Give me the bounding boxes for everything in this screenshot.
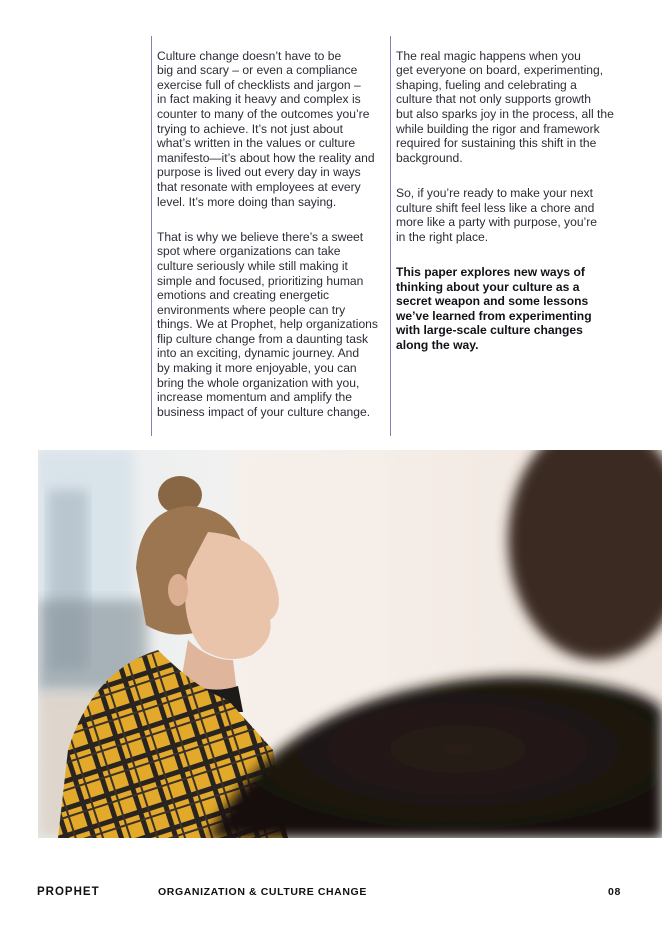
left-column-rule bbox=[151, 36, 152, 436]
paragraph-culture-change: Culture change doesn’t have to be big and scary – or even a compliance exercise full of checklists and jargon – in fact making it heavy and complex is counter to many of the outcomes you’re trying to achieve. It’s not just about what’s written in the values or culture manifesto—it’s about how the reality and purpose is lived out every day in ways that resonate with employees at every level. It’s more doing than saying. bbox=[157, 48, 375, 209]
footer-section-title: ORGANIZATION & CULTURE CHANGE bbox=[158, 886, 367, 898]
footer-page-number: 08 bbox=[608, 886, 621, 898]
footer-brand: PROPHET bbox=[37, 886, 100, 898]
right-column-rule bbox=[390, 36, 391, 436]
meeting-photo-illustration bbox=[38, 450, 662, 838]
paragraph-real-magic: The real magic happens when you get everyone on board, experimenting, shaping, fueling and celebrating a culture that not only supports growth but also sparks joy in the process, all the while building the rigor and framework required for sustaining this shift in the background. bbox=[396, 48, 614, 165]
paragraph-sweet-spot: That is why we believe there’s a sweet spot where organizations can take culture seriously while still making it simple and focused, prioritizing human emotions and creating energetic environments where people can try things. We at Prophet, help organizations flip culture change from a daunting task into an exciting, dynamic journey. And by making it more enjoyable, you can bring the whole organization with you, increase momentum and amplify the business impact of your culture change. bbox=[157, 229, 378, 419]
paragraph-paper-explores: This paper explores new ways of thinking about your culture as a secret weapon and some lessons we’ve learned from experimenting with large-scale culture changes along the way. bbox=[396, 264, 592, 352]
right-text-column bbox=[396, 34, 636, 373]
paragraph-ready: So, if you’re ready to make your next culture shift feel less like a chore and more like a party with purpose, you’re in the right place. bbox=[396, 185, 597, 244]
meeting-photo bbox=[38, 450, 662, 838]
left-text-column bbox=[157, 34, 389, 440]
